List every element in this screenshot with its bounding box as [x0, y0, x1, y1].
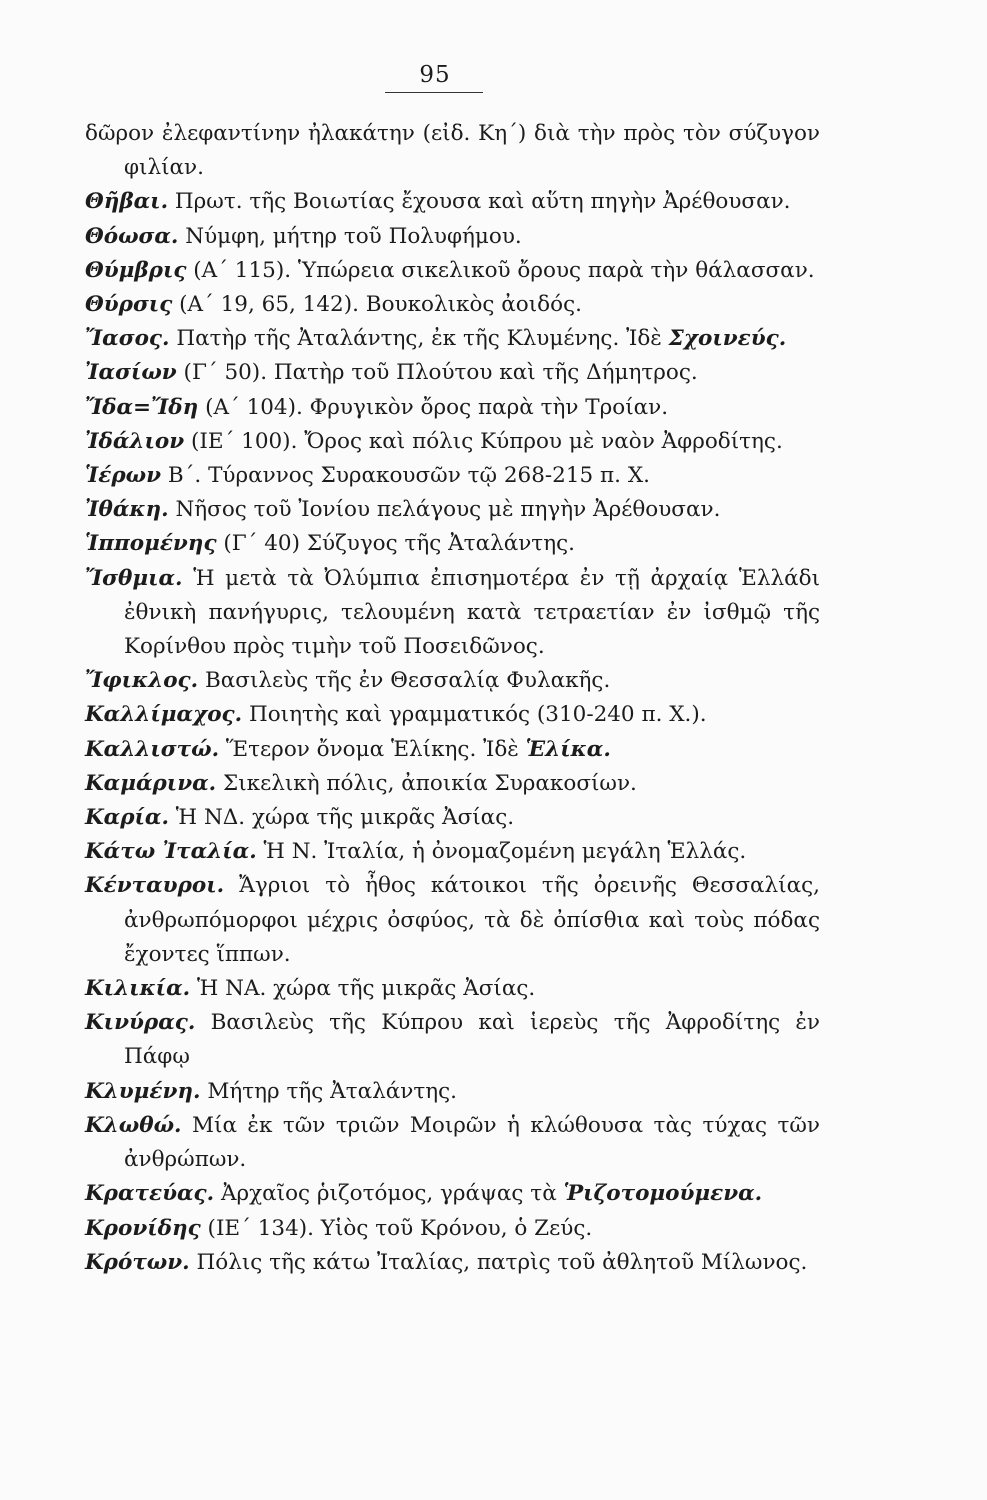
entry-headword: Ἱέρων	[85, 463, 162, 489]
entry-text: Πατὴρ τῆς Ἀταλάντης, ἐκ τῆς Κλυμένης. Ἰδὲ	[169, 326, 669, 352]
entry-text: Πρωτ. τῆς Βοιωτίας ἔχουσα καὶ αὕτη πηγὴν Ἀρέθουσαν.	[168, 189, 791, 215]
entry-text: (Γ΄ 40) Σύζυγος τῆς Ἀταλάντης.	[216, 531, 575, 557]
entry-headword: Ἴδα=Ἴδη	[85, 394, 199, 420]
glossary-entry	[85, 972, 820, 1006]
glossary-entry	[85, 288, 820, 322]
entry-text: Πόλις τῆς κάτω Ἰταλίας, πατρὶς τοῦ ἀθλητοῦ Μίλωνος.	[189, 1249, 808, 1275]
glossary-entry	[85, 117, 820, 185]
entry-headword: Κινύρας.	[85, 1010, 196, 1036]
entry-headword: Κλυμένη.	[85, 1078, 201, 1104]
glossary-entry	[85, 562, 820, 665]
page-number-rule	[385, 92, 483, 93]
entry-text: Σικελικὴ πόλις, ἀποικία Συρακοσίων.	[216, 770, 637, 796]
glossary-entry	[85, 425, 820, 459]
entry-text: Ἀρχαῖος ῥιζοτόμος, γράψας τὰ	[214, 1181, 564, 1207]
entry-text: (Α΄ 104). Φρυγικὸν ὄρος παρὰ τὴν Τροίαν.	[198, 394, 669, 420]
entry-text: (Α΄ 19, 65, 142). Βουκολικὸς ἀοιδός.	[172, 292, 582, 318]
entry-text: (Α΄ 115). Ὑπώρεια σικελικοῦ ὄρους παρὰ τὴν θάλασσαν.	[186, 257, 815, 283]
entry-headword: Θόωσα.	[85, 223, 179, 249]
glossary-entry	[85, 664, 820, 698]
entry-text: Ἄγριοι τὸ ἦθος κάτοικοι τῆς ὀρεινῆς Θεσσαλίας, ἀνθρωπόμορφοι μέχρις ὀσφύος, τὰ δὲ ὀπίσθια καὶ τοὺς πόδας ἔχοντες ἵππων.	[124, 873, 820, 967]
entry-headword: Θῆβαι.	[85, 189, 169, 215]
entry-text: Ἡ ΝΑ. χώρα τῆς μικρᾶς Ἀσίας.	[190, 976, 536, 1002]
entry-headword: Καλλιστώ.	[85, 736, 220, 762]
entry-text: Ποιητὴς καὶ γραμματικός (310-240 π. Χ.).	[242, 702, 707, 728]
glossary-entry	[85, 356, 820, 390]
glossary-entry	[85, 1246, 820, 1280]
entry-headword: Ἰδάλιον	[85, 428, 185, 454]
entry-text: Νῆσος τοῦ Ἰονίου πελάγους μὲ πηγὴν Ἀρέθουσαν.	[168, 497, 721, 523]
entry-headword: Κένταυροι.	[85, 873, 225, 899]
glossary-entry	[85, 1212, 820, 1246]
entry-text: (ΙΕ΄ 134). Υἱὸς τοῦ Κρόνου, ὁ Ζεύς.	[200, 1215, 593, 1241]
entry-text: Ἡ ΝΔ. χώρα τῆς μικρᾶς Ἀσίας.	[168, 805, 515, 831]
entry-text: Βασιλεὺς τῆς ἐν Θεσσαλίᾳ Φυλακῆς.	[198, 668, 611, 694]
glossary-entry	[85, 767, 820, 801]
entry-cross-reference: Ῥιζοτομούμενα.	[563, 1181, 763, 1207]
glossary-entry	[85, 801, 820, 835]
entry-cross-reference: Ἑλίκα.	[525, 736, 611, 762]
glossary-entry	[85, 527, 820, 561]
glossary-entry	[85, 835, 820, 869]
entry-headword: Θύρσις	[85, 292, 173, 318]
entry-text: (ΙΕ΄ 100). Ὄρος καὶ πόλις Κύπρου μὲ ναὸν Ἀφροδίτης.	[184, 428, 783, 454]
glossary-entry	[85, 1177, 820, 1211]
entry-text: Βασιλεὺς τῆς Κύπρου καὶ ἱερεὺς τῆς Ἀφροδίτης ἐν Πάφῳ	[124, 1010, 820, 1070]
glossary-entries	[85, 117, 820, 1280]
glossary-entry	[85, 1109, 820, 1177]
entry-text: Μήτηρ τῆς Ἀταλάντης.	[200, 1078, 457, 1104]
glossary-entry	[85, 733, 820, 767]
glossary-entry	[85, 220, 820, 254]
glossary-entry	[85, 185, 820, 219]
entry-text: Νύμφη, μήτηρ τοῦ Πολυφήμου.	[178, 223, 522, 249]
entry-headword: Καλλίμαχος.	[85, 702, 243, 728]
entry-cross-reference: Σχοινεύς.	[668, 326, 787, 352]
entry-text: Ἡ μετὰ τὰ Ὀλύμπια ἐπισημοτέρα ἐν τῇ ἀρχαίᾳ Ἑλλάδι ἐθνικὴ πανήγυρις, τελουμένη κατὰ τετραετίαν ἐν ἰσθμῷ τῆς Κορίνθου πρὸς τιμὴν τοῦ Ποσειδῶνος.	[124, 565, 820, 660]
glossary-entry	[85, 391, 820, 425]
entry-headword: Κάτω Ἰταλία.	[85, 839, 257, 865]
entry-headword: Κιλικία.	[85, 976, 191, 1002]
glossary-entry	[85, 698, 820, 732]
entry-headword: Κλωθώ.	[85, 1112, 182, 1138]
entry-headword: Κρότων.	[85, 1249, 190, 1275]
glossary-entry	[85, 493, 820, 527]
entry-headword: Θύμβρις	[85, 257, 187, 283]
entry-text: Μία ἐκ τῶν τριῶν Μοιρῶν ἡ κλώθουσα τὰς τύχας τῶν ἀνθρώπων.	[124, 1112, 820, 1173]
entry-headword: Ἴφικλος.	[85, 668, 199, 694]
glossary-entry	[85, 254, 820, 288]
entry-text: Β΄. Τύραννος Συρακουσῶν τῷ 268-215 π. Χ.	[161, 463, 650, 489]
glossary-entry	[85, 869, 820, 972]
glossary-entry	[85, 322, 820, 356]
entry-text: (Γ΄ 50). Πατὴρ τοῦ Πλούτου καὶ τῆς Δήμητρος.	[176, 360, 698, 386]
entry-headword: Ἰθάκη.	[85, 497, 169, 523]
entry-text: Ἕτερον ὄνομα Ἑλίκης. Ἰδὲ	[219, 736, 526, 762]
entry-headword: Καρία.	[85, 805, 169, 831]
entry-headword: Ἴσθμια.	[85, 565, 183, 591]
entry-headword: Ἰασίων	[85, 360, 177, 386]
entry-headword: Κρονίδης	[85, 1215, 201, 1241]
page-number: 95	[419, 62, 451, 88]
entry-headword: Ἴασος.	[85, 326, 170, 352]
glossary-entry	[85, 1075, 820, 1109]
entry-text: Ἡ Ν. Ἰταλία, ἡ ὀνομαζομένη μεγάλη Ἑλλάς.	[256, 839, 747, 865]
glossary-entry	[85, 459, 820, 493]
entry-headword: Ἱππομένης	[85, 531, 217, 557]
entry-headword: Καμάρινα.	[85, 770, 217, 796]
entry-headword: Κρατεύας.	[85, 1181, 215, 1207]
glossary-entry	[85, 1006, 820, 1074]
entry-text: δῶρον ἐλεφαντίνην ἠλακάτην (εἰδ. Κη΄) διὰ τὴν πρὸς τὸν σύζυγον φιλίαν.	[85, 121, 820, 181]
